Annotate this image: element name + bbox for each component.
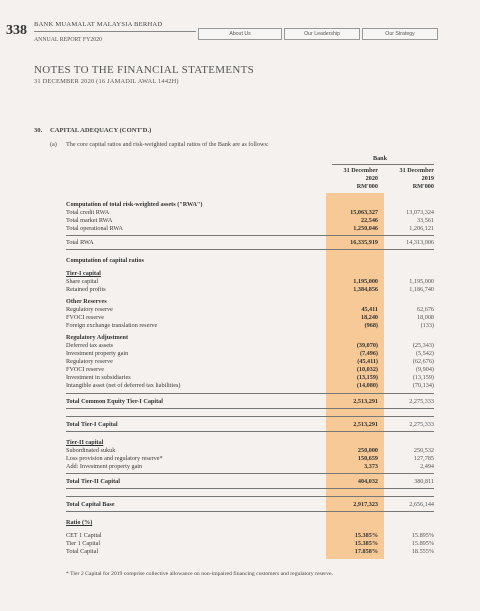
table-row bbox=[66, 358, 434, 365]
value-2020: 150,659 bbox=[357, 455, 378, 462]
value-2019: 18,008 bbox=[416, 314, 434, 321]
row-label: Computation of total risk-weighted assets ("RWA") bbox=[66, 201, 203, 208]
value-2020: 3,373 bbox=[364, 463, 378, 470]
value-2019: (133) bbox=[420, 322, 434, 329]
row-label: Total operational RWA bbox=[66, 225, 123, 232]
row-label: Total Tier-II Capital bbox=[66, 478, 120, 485]
page-number: 338 bbox=[6, 23, 27, 38]
table-row bbox=[66, 398, 434, 405]
row-label: Subordinated sukuk bbox=[66, 447, 116, 454]
table-row bbox=[66, 548, 434, 555]
row-label: Intangible asset (net of deferred tax liabilities) bbox=[66, 382, 181, 389]
value-2019: 380,811 bbox=[414, 478, 434, 485]
value-2019: 18.555% bbox=[411, 548, 434, 555]
nav-our-leadership-button[interactable]: Our Leadership bbox=[284, 28, 360, 40]
table-row bbox=[66, 382, 434, 389]
value-2019: 14,313,006 bbox=[406, 239, 434, 246]
divider bbox=[66, 393, 434, 394]
row-label: Add: Investment property gain bbox=[66, 463, 143, 470]
value-2020: 1,195,000 bbox=[353, 278, 378, 285]
row-label: Share capital bbox=[66, 278, 99, 285]
row-label: Total market RWA bbox=[66, 217, 113, 224]
table-row bbox=[66, 350, 434, 357]
table-row bbox=[66, 478, 434, 485]
value-2020: (968) bbox=[364, 322, 378, 329]
value-2019: 2,494 bbox=[420, 463, 434, 470]
table-row bbox=[66, 463, 434, 470]
value-2019: 2,275,333 bbox=[409, 398, 434, 405]
divider bbox=[66, 496, 434, 497]
row-label: Total credit RWA bbox=[66, 209, 110, 216]
value-2019: 33,561 bbox=[416, 217, 434, 224]
table-row bbox=[66, 306, 434, 313]
value-2020: 1,384,856 bbox=[353, 286, 378, 293]
section-title: CAPITAL ADEQUACY (CONT'D.) bbox=[50, 127, 152, 134]
footnote: * Tier 2 Capital for 2019 comprise collective allowance on non-impaired financing customers and regulatory reserve. bbox=[66, 571, 333, 577]
table-row bbox=[66, 455, 434, 462]
col2-header-line1: 31 December bbox=[399, 167, 434, 174]
value-2019: (70,134) bbox=[412, 382, 434, 389]
value-2020: (7,496) bbox=[359, 350, 378, 357]
value-2019: 13,073,324 bbox=[406, 209, 434, 216]
value-2020: 2,513,291 bbox=[353, 421, 378, 428]
row-label: Computation of capital ratios bbox=[66, 257, 144, 264]
divider bbox=[66, 416, 434, 417]
value-2020: (10,032) bbox=[356, 366, 378, 373]
row-label: Regulatory Adjustment bbox=[66, 334, 129, 341]
table-row bbox=[66, 374, 434, 381]
row-label: Tier-II capital bbox=[66, 439, 104, 446]
report-name: ANNUAL REPORT FY2020 bbox=[34, 37, 102, 43]
value-2020: 22,546 bbox=[360, 217, 378, 224]
divider bbox=[66, 235, 434, 236]
value-2020: 18,240 bbox=[360, 314, 378, 321]
nav-about-us-button[interactable]: About Us bbox=[198, 28, 282, 40]
table-row bbox=[66, 439, 434, 446]
row-label: Deferred tax assets bbox=[66, 342, 114, 349]
row-label: Total Tier-I Capital bbox=[66, 421, 118, 428]
header-divider bbox=[34, 31, 196, 32]
divider bbox=[66, 488, 434, 489]
value-2019: 2,275,333 bbox=[409, 421, 434, 428]
row-label: Investment property gain bbox=[66, 350, 129, 357]
table-row bbox=[66, 209, 434, 216]
divider bbox=[66, 249, 434, 250]
value-2020: 1,250,046 bbox=[353, 225, 378, 232]
col2-header-line2: 2019 bbox=[421, 175, 434, 182]
value-2019: (62,676) bbox=[412, 358, 434, 365]
row-label: Tier-I capital bbox=[66, 270, 101, 277]
value-2019: 127,785 bbox=[413, 455, 434, 462]
column-group-header: Bank bbox=[372, 155, 388, 162]
value-2019: (25,343) bbox=[412, 342, 434, 349]
value-2020: (39,070) bbox=[356, 342, 378, 349]
page-title: NOTES TO THE FINANCIAL STATEMENTS bbox=[34, 64, 255, 76]
row-label: Regulatory reserve bbox=[66, 306, 113, 313]
value-2020: 15.385% bbox=[354, 540, 378, 547]
table-row bbox=[66, 314, 434, 321]
value-2020: (14,080) bbox=[356, 382, 378, 389]
row-label: Loss provision and regulatory reserve* bbox=[66, 455, 163, 462]
table-row bbox=[66, 322, 434, 329]
table-row bbox=[66, 278, 434, 285]
table-row bbox=[66, 501, 434, 508]
divider bbox=[66, 408, 434, 409]
value-2020: 404,032 bbox=[357, 478, 378, 485]
value-2019: (13,159) bbox=[412, 374, 434, 381]
table-row bbox=[66, 225, 434, 232]
col1-header-line2: 2020 bbox=[365, 175, 378, 182]
value-2020: 45,411 bbox=[361, 306, 378, 313]
section-number: 30. bbox=[34, 127, 43, 134]
value-2020: 17.858% bbox=[354, 548, 378, 555]
value-2019: 15.895% bbox=[411, 532, 434, 539]
row-label: FVOCI reserve bbox=[66, 366, 104, 373]
value-2020: 250,000 bbox=[357, 447, 378, 454]
row-label: Tier 1 Capital bbox=[66, 540, 101, 547]
value-2020: 2,513,291 bbox=[353, 398, 378, 405]
bank-name: BANK MUAMALAT MALAYSIA BERHAD bbox=[34, 21, 163, 28]
row-label: Total Capital Base bbox=[66, 501, 115, 508]
value-2020: 16,335,919 bbox=[350, 239, 378, 246]
divider bbox=[66, 473, 434, 474]
nav-our-strategy-button[interactable]: Our Strategy bbox=[362, 28, 438, 40]
row-label: Total Capital bbox=[66, 548, 99, 555]
divider bbox=[66, 431, 434, 432]
table-row bbox=[66, 366, 434, 373]
value-2020: 2,917,323 bbox=[353, 501, 378, 508]
row-label: FVOCI reserve bbox=[66, 314, 104, 321]
row-label: Retained profits bbox=[66, 286, 106, 293]
table-row bbox=[66, 217, 434, 224]
table-row bbox=[66, 201, 434, 208]
table-row bbox=[66, 239, 434, 246]
value-2019: (5,542) bbox=[415, 350, 434, 357]
value-2020: 15,063,327 bbox=[350, 209, 378, 216]
col1-header-line1: 31 December bbox=[343, 167, 378, 174]
col1-header-line3: RM'000 bbox=[356, 183, 378, 190]
value-2019: 1,186,740 bbox=[409, 286, 434, 293]
row-label: Foreign exchange translation reserve bbox=[66, 322, 158, 329]
table-row bbox=[66, 298, 434, 305]
row-label: CET 1 Capital bbox=[66, 532, 102, 539]
row-label: Investment in subsidiaries bbox=[66, 374, 131, 381]
value-2020: 15.385% bbox=[354, 532, 378, 539]
value-2019: 62,676 bbox=[416, 306, 434, 313]
row-label: Ratio (%) bbox=[66, 519, 93, 526]
table-row bbox=[66, 257, 434, 264]
subsection-text: The core capital ratios and risk-weighted capital ratios of the Bank are as follows: bbox=[66, 141, 269, 148]
table-row bbox=[66, 540, 434, 547]
value-2019: 250,532 bbox=[413, 447, 434, 454]
column-group-rule bbox=[332, 164, 434, 165]
table-row bbox=[66, 447, 434, 454]
table-row bbox=[66, 532, 434, 539]
row-label: Other Reserves bbox=[66, 298, 107, 305]
value-2019: 15.895% bbox=[411, 540, 434, 547]
value-2019: (9,904) bbox=[415, 366, 434, 373]
subsection-label: (a) bbox=[50, 141, 57, 148]
table-row bbox=[66, 334, 434, 341]
col2-header-line3: RM'000 bbox=[412, 183, 434, 190]
table-row bbox=[66, 342, 434, 349]
value-2020: (45,411) bbox=[357, 358, 378, 365]
value-2019: 2,656,144 bbox=[409, 501, 434, 508]
row-label: Total Common Equity Tier-I Capital bbox=[66, 398, 163, 405]
value-2020: (13,159) bbox=[356, 374, 378, 381]
table-row bbox=[66, 270, 434, 277]
divider bbox=[66, 511, 434, 512]
table-row bbox=[66, 421, 434, 428]
page-subtitle: 31 DECEMBER 2020 (16 JAMADIL AWAL 1442H) bbox=[34, 78, 179, 85]
table-row bbox=[66, 519, 434, 526]
table-row bbox=[66, 286, 434, 293]
row-label: Total RWA bbox=[66, 239, 94, 246]
row-label: Regulatory reserve bbox=[66, 358, 113, 365]
value-2019: 1,195,000 bbox=[409, 278, 434, 285]
value-2019: 1,206,121 bbox=[409, 225, 434, 232]
